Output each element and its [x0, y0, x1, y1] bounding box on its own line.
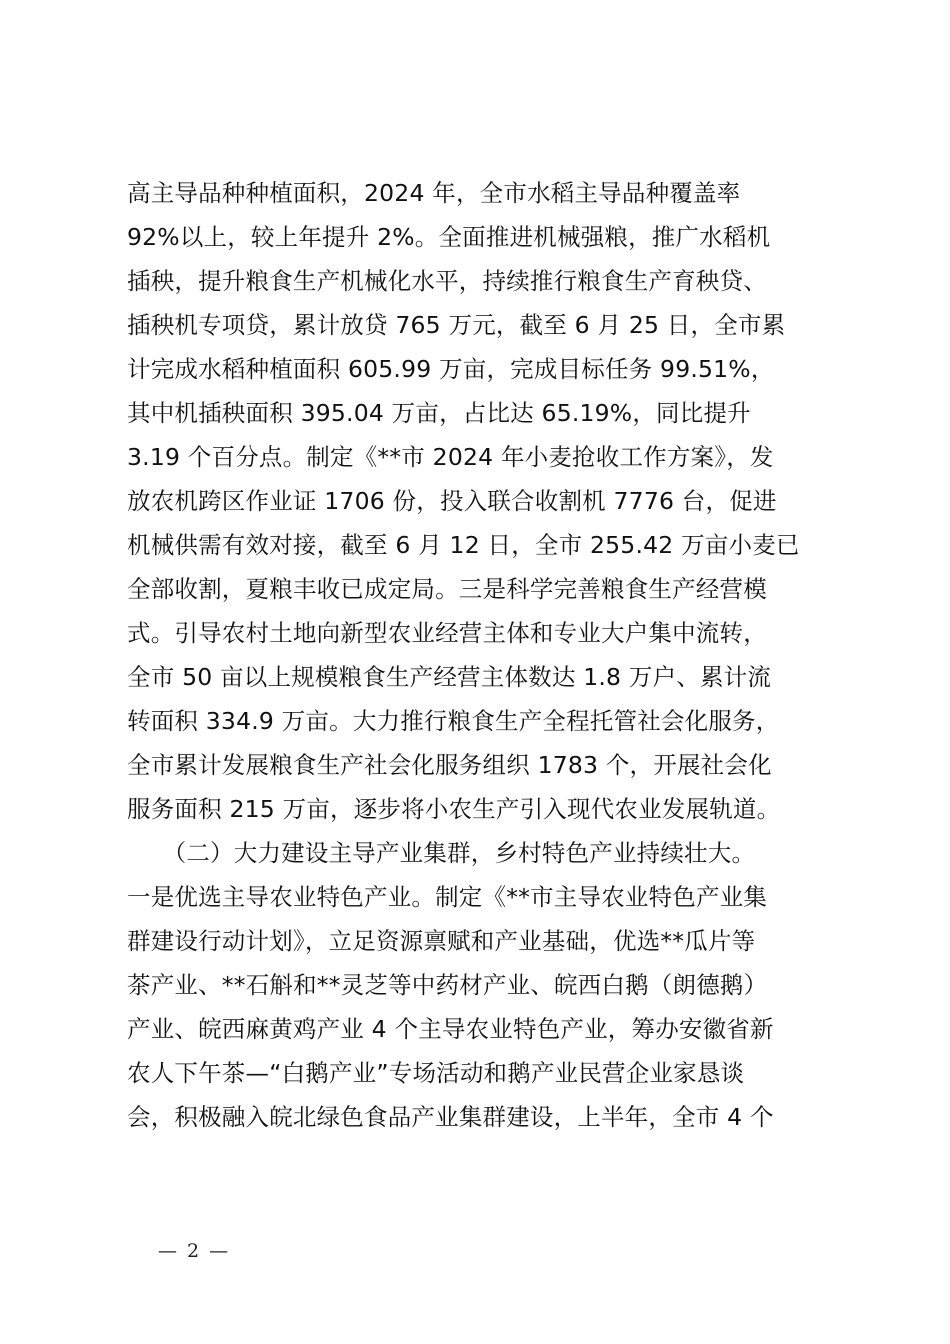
- text-line: 插秧机专项贷，累计放贷 765 万元，截至 6 月 25 日，全市累: [127, 311, 786, 339]
- text-line: 全市 50 亩以上规模粮食生产经营主体数达 1.8 万户、累计流: [127, 663, 772, 691]
- text-line: 高主导品种种植面积，2024 年，全市水稻主导品种覆盖率: [127, 179, 741, 207]
- text-line: 产业、皖西麻黄鸡产业 4 个主导农业特色产业，筹办安徽省新: [127, 1015, 774, 1043]
- text-line: 机械供需有效对接，截至 6 月 12 日，全市 255.42 万亩小麦已: [127, 531, 800, 559]
- document-body: [127, 171, 827, 1139]
- text-line: 会，积极融入皖北绿色食品产业集群建设，上半年，全市 4 个: [127, 1103, 774, 1131]
- text-line: 计完成水稻种植面积 605.99 万亩，完成目标任务 99.51%，: [127, 355, 775, 383]
- text-line: 群建设行动计划》，立足资源禀赋和产业基础，优选**瓜片等: [127, 927, 756, 955]
- text-line: 其中机插秧面积 395.04 万亩，占比达 65.19%，同比提升: [127, 399, 751, 427]
- section-heading-line: （二）大力建设主导产业集群，乡村特色产业持续壮大。: [127, 839, 756, 867]
- text-line: 全部收割，夏粮丰收已成定局。三是科学完善粮食生产经营模: [127, 575, 767, 603]
- text-line: 92%以上，较上年提升 2%。全面推进机械强粮，推广水稻机: [127, 223, 771, 251]
- text-line: 3.19 个百分点。制定《**市 2024 年小麦抢收工作方案》，发: [127, 443, 774, 471]
- text-line: 一是优选主导农业特色产业。制定《**市主导农业特色产业集: [127, 883, 768, 911]
- text-line: 农人下午茶—“白鹅产业”专场活动和鹅产业民营企业家恳谈: [127, 1059, 745, 1087]
- text-line: 全市累计发展粮食生产社会化服务组织 1783 个，开展社会化: [127, 751, 772, 779]
- text-line: 服务面积 215 万亩，逐步将小农生产引入现代农业发展轨道。: [127, 795, 781, 823]
- page-number: — 2 —: [158, 1240, 231, 1262]
- text-line: 式。引导农村土地向新型农业经营主体和专业大户集中流转，: [127, 619, 767, 647]
- text-line: 插秧，提升粮食生产机械化水平，持续推行粮食生产育秧贷、: [127, 267, 767, 295]
- text-line: 放农机跨区作业证 1706 份，投入联合收割机 7776 台，促进: [127, 487, 777, 515]
- text-line: 转面积 334.9 万亩。大力推行粮食生产全程托管社会化服务，: [127, 707, 780, 735]
- text-line: 茶产业、**石斛和**灵芝等中药材产业、皖西白鹅（朗德鹅）: [127, 971, 768, 999]
